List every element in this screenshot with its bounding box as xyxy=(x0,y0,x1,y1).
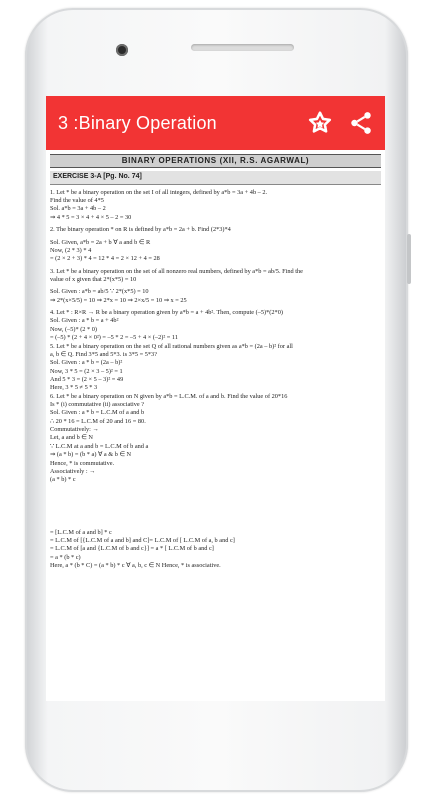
document-line: Find the value of 4*5 xyxy=(50,197,104,205)
app-title: 3 :Binary Operation xyxy=(58,112,217,133)
document-line: (a * b) * c xyxy=(50,476,76,484)
share-icon[interactable] xyxy=(348,110,374,136)
document-line: ⇒ 2*(x×5/5) = 10 ⇒ 2*x = 10 ⇒ 2×x/5 = 10 ⇒ x = 25 xyxy=(50,296,187,304)
document-line: = (–5) * (2 + 4 × 0²) = –5 * 2 = –5 + 4 × (–2)² = 11 xyxy=(50,334,178,342)
document-page[interactable] xyxy=(46,150,385,570)
document-line: Hence, * is commutative. xyxy=(50,459,115,467)
document-line: Sol. Given : a * b = L.C.M of a and b xyxy=(50,409,145,417)
document-body xyxy=(50,189,381,570)
star-outline-icon[interactable] xyxy=(306,109,334,137)
document-line: ⇒ 4 * 5 = 3 × 4 + 4 × 5 – 2 = 30 xyxy=(50,213,132,221)
document-line: Sol. Given : a * b = a + 4b² xyxy=(50,317,119,325)
document-line: = [L.C.M of a and b] * c xyxy=(50,528,112,536)
document-line: 5. Let * be a binary operation on the set Q of all rational numbers given as a*b = (2a – b)² for all xyxy=(50,342,293,350)
document-line: ⇒ (a * b) = (b * a) ∀ a & b ∈ N xyxy=(50,451,132,459)
document-line: 2. The binary operation * on R is defined by a*b = 2a + b. Find (2*3)*4 xyxy=(50,226,231,234)
document-line: 6. Let * be a binary operation on N given by a*b = L.C.M. of a and b. Find the value of 20*16 xyxy=(50,392,288,400)
document-line: Now, 3 * 5 = (2 × 3 – 5)² = 1 xyxy=(50,367,123,375)
document-line: = L.C.M of [{L.C.M of a and b] and C]= L.C.M of [ L.C.M of a, b and c] xyxy=(50,536,235,544)
document-line: Let, a and b ∈ N xyxy=(50,434,93,442)
blank-area xyxy=(50,485,381,529)
app-screen xyxy=(46,96,385,701)
document-line: 1. Let * be a binary operation on the set I of all integers, defined by a*b = 3a + 4b – 2. xyxy=(50,188,268,196)
document-header: BINARY OPERATIONS (XII, R.S. AGARWAL) xyxy=(50,154,381,168)
document-line: Here, 3 * 5 ≠ 5 * 3 xyxy=(50,384,98,392)
document-line: Now, (2 * 3) * 4 xyxy=(50,246,92,254)
power-button[interactable] xyxy=(407,234,411,284)
document-line: ∵ L.C.M at a and b = L.C.M of b and a xyxy=(50,442,149,450)
exercise-heading: EXERCISE 3-A [Pg. No. 74] xyxy=(50,171,381,185)
document-line: Sol. a*b = 3a + 4b – 2 xyxy=(50,205,106,213)
front-camera xyxy=(116,44,128,56)
document-line: value of x given that 2*(x*5) = 10 xyxy=(50,275,137,283)
document-line: = (2 × 2 + 3) * 4 = 12 * 4 = 2 × 12 + 4 = 28 xyxy=(50,255,160,263)
document-line: 3. Let * be a binary operation on the set of all nonzero real numbers, defined by a*b = ab/5. Find the xyxy=(50,267,303,275)
document-line: Sol. Given : a * b = (2a – b)² xyxy=(50,359,123,367)
document-line: a, b ∈ Q. Find 3*5 and 5*3. is 3*5 = 5*3? xyxy=(50,350,157,358)
document-line: Sol. Given, a*b = 2a + b ∀ a and b ∈ R xyxy=(50,238,151,246)
earpiece-speaker xyxy=(191,44,294,51)
document-line: Here, a * (b * C) = (a * b) * c ∀ a, b, c ∈ N Hence, * is associative. xyxy=(50,562,221,570)
document-line: = a * (b * c) xyxy=(50,553,81,561)
document-line: Is * (i) commutative (ii) associative ? xyxy=(50,401,145,409)
document-line: Associatively : → xyxy=(50,467,96,475)
document-line: = L.C.M of [a and {L.C.M of b and c}] = a * [ L.C.M of b and c] xyxy=(50,545,214,553)
document-line: Sol. Given : a*b = ab/5 ∵ 2*(x*5) = 10 xyxy=(50,288,149,296)
document-line: Now, (–5)* (2 * 0) xyxy=(50,325,97,333)
document-line: ∴ 20 * 16 = L.C.M of 20 and 16 = 80. xyxy=(50,417,146,425)
app-bar xyxy=(46,96,385,150)
document-line: 4. Let * : R×R → R be a binary operation given by a*b = a + 4b². Then, compute (–5)*(2*0) xyxy=(50,309,283,317)
document-line: And 5 * 3 = (2 × 5 – 3)² = 49 xyxy=(50,375,124,383)
document-line: Commutatively: → xyxy=(50,426,99,434)
